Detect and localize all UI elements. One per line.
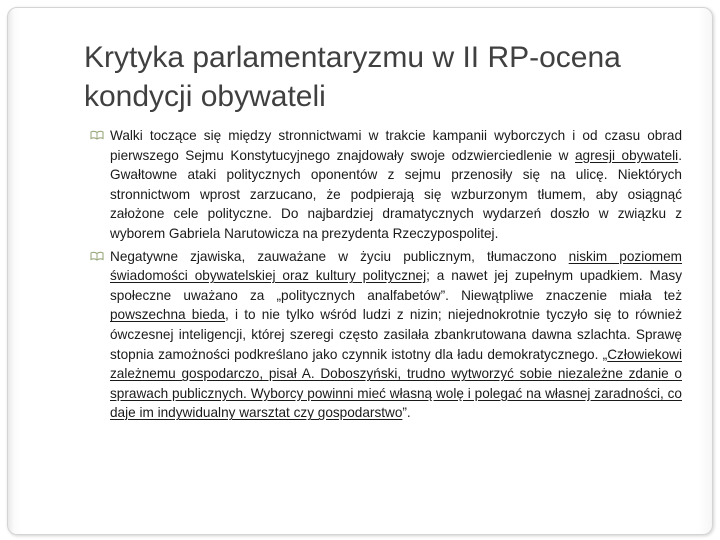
text-segment: , i to nie tylko wśród ludzi z nizin; niejednokrotnie tyczyło się to również ówczesnej inteligencji, której szeregi często zasilała zbankrutowana dawna szlachta. Sprawę stopnia zamożności podkreślano jako czynnik istotny dla ładu demokratycznego. „: [110, 307, 682, 362]
bullet-list: [90, 126, 682, 426]
slide: [7, 7, 713, 535]
text-segment: Walki toczące się między stronnictwami w trakcie kampanii wyborczych i od czasu obrad pierwszego Sejmu Konstytucyjnego znajdowały swoje odzwierciedlenie w: [110, 128, 682, 163]
text-segment: . Gwałtowne ataki politycznych oponentów z sejmu przenosiły się na ulicę. Niektórych stronnictwom wprost zarzucano, że podpierają się wzburzonym tłumem, aby osiągnąć założone cele polityczne. Do najbardziej dramatycznych wydarzeń doszło w związku z wyborem Gabriela Narutowicza na prezydenta Rzeczypospolitej.: [110, 147, 682, 241]
underlined-phrase: agresji obywateli: [574, 147, 679, 163]
bullet-text: [110, 247, 682, 423]
book-bullet-icon: [90, 251, 104, 261]
bullet-item: [90, 247, 682, 423]
bullet-item: [90, 126, 682, 244]
bullet-text: [110, 126, 682, 244]
text-segment: ; a nawet jej zupełnym upadkiem. Masy społeczne uważano za „politycznych analfabetów”. Niewątpliwe znaczenie miała też: [110, 268, 683, 303]
slide-title: [84, 38, 684, 116]
book-bullet-icon: [90, 130, 104, 140]
underlined-phrase: powszechna bieda: [110, 307, 226, 323]
title-line-1: Krytyka parlamentaryzmu w II RP-ocena: [84, 41, 621, 74]
text-segment: Negatywne zjawiska, zauważane w życiu publicznym, tłumaczono: [110, 248, 569, 264]
underlined-phrase: niskim poziomem świadomości obywatelskiej oraz kultury politycznej: [110, 248, 682, 284]
underlined-quote: Człowiekowi zależnemu gospodarczo, pisał A. Doboszyński, trudno wytworzyć sobie niezależne zdanie o sprawach publicznych. Wyborcy powinni mieć własną wolę i polegać na własnej zaradności, co daje im indywidualny warsztat czy gospodarstwo: [110, 346, 682, 421]
title-line-2: kondycji obywateli: [84, 80, 326, 113]
text-segment: ”.: [402, 405, 411, 421]
